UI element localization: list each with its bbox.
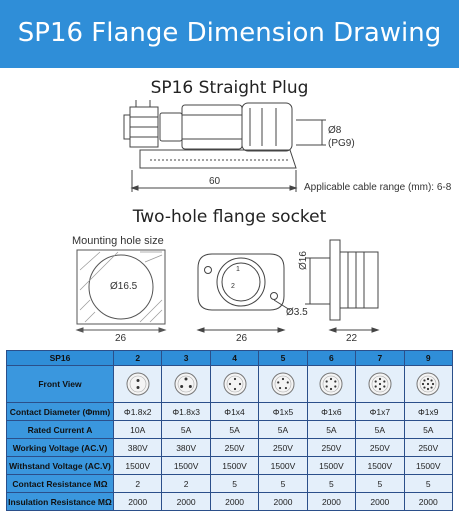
hole-small-label: Ø3.5: [286, 307, 308, 318]
flange-width-label: 26: [236, 333, 248, 344]
row-label: Contact Diameter (Φmm): [7, 403, 114, 421]
table-cell: 380V: [162, 439, 210, 457]
pin-count-header: 4: [210, 351, 258, 366]
pin-count-header: 5: [259, 351, 307, 366]
table-row: [7, 439, 453, 457]
table-cell: 5A: [259, 421, 307, 439]
table-cell: 5A: [356, 421, 404, 439]
pin-layout-icon: [259, 366, 307, 403]
pin-1-label: 1: [236, 266, 240, 273]
table-cell: 1500V: [114, 457, 162, 475]
row-label: Front View: [7, 366, 114, 403]
table-cell: Φ1x5: [259, 403, 307, 421]
pin-2-label: 2: [231, 283, 235, 290]
table-row: [7, 493, 453, 511]
plug-title: SP16 Straight Plug: [150, 78, 309, 98]
table-cell: 5: [404, 475, 452, 493]
flange-front-drawing: [198, 254, 290, 332]
table-cell: 250V: [259, 439, 307, 457]
pin-layout-icon: [307, 366, 355, 403]
pin-count-header: 7: [356, 351, 404, 366]
connector-face-icon: [367, 371, 393, 397]
table-cell: 2000: [307, 493, 355, 511]
plug-dia-label: Ø8: [328, 125, 342, 136]
connector-face-icon: [125, 371, 151, 397]
table-row: [7, 403, 453, 421]
pin-layout-icon: [162, 366, 210, 403]
table-cell: 2000: [404, 493, 452, 511]
table-cell: 2: [114, 475, 162, 493]
table-cell: 1500V: [162, 457, 210, 475]
table-cell: Φ1x6: [307, 403, 355, 421]
table-cell: 5: [356, 475, 404, 493]
table-cell: 5: [210, 475, 258, 493]
mount-width-label: 26: [115, 333, 127, 344]
row-label: Rated Current A: [7, 421, 114, 439]
table-cell: Φ1x9: [404, 403, 452, 421]
pin-count-header: 6: [307, 351, 355, 366]
side-dia-label: Ø16: [298, 251, 309, 270]
table-cell: 250V: [307, 439, 355, 457]
table-cell: Φ1.8x2: [114, 403, 162, 421]
pin-count-header: 2: [114, 351, 162, 366]
table-cell: 2000: [114, 493, 162, 511]
pin-layout-icon: [356, 366, 404, 403]
mounting-hole-label: Mounting hole size: [72, 235, 164, 247]
table-cell: 5A: [307, 421, 355, 439]
row-label: Contact Resistance MΩ: [7, 475, 114, 493]
table-header-row: [7, 351, 453, 366]
page-title: SP16 Flange Dimension Drawing: [17, 18, 442, 48]
table-cell: 5: [307, 475, 355, 493]
table-row: [7, 457, 453, 475]
spec-table: [6, 350, 453, 511]
table-cell: Φ1.8x3: [162, 403, 210, 421]
connector-face-icon: [270, 371, 296, 397]
table-cell: 5: [259, 475, 307, 493]
flange-side-drawing: [305, 240, 378, 332]
table-cell: Φ1x4: [210, 403, 258, 421]
table-row: [7, 475, 453, 493]
table-cell: 380V: [114, 439, 162, 457]
connector-face-icon: [415, 371, 441, 397]
table-cell: 1500V: [356, 457, 404, 475]
row-label: Withstand Voltage (AC.V): [7, 457, 114, 475]
table-cell: 2: [162, 475, 210, 493]
connector-face-icon: [173, 371, 199, 397]
table-cell: 2000: [356, 493, 404, 511]
table-cell: 10A: [114, 421, 162, 439]
connector-face-icon: [318, 371, 344, 397]
table-cell: 1500V: [210, 457, 258, 475]
straight-plug-drawing: [124, 100, 326, 192]
pin-layout-icon: [404, 366, 452, 403]
table-row: [7, 421, 453, 439]
table-cell: 5A: [162, 421, 210, 439]
table-header-label: SP16: [7, 351, 114, 366]
table-cell: 2000: [162, 493, 210, 511]
table-cell: 2000: [210, 493, 258, 511]
pin-count-header: 9: [404, 351, 452, 366]
table-cell: 1500V: [307, 457, 355, 475]
table-cell: 5A: [210, 421, 258, 439]
table-cell: 250V: [210, 439, 258, 457]
plug-pg-label: (PG9): [328, 138, 355, 149]
cable-range-label: Applicable cable range (mm): 6-8: [304, 182, 452, 193]
table-cell: 5A: [404, 421, 452, 439]
pin-layout-icon: [210, 366, 258, 403]
table-cell: 250V: [356, 439, 404, 457]
table-cell: 1500V: [404, 457, 452, 475]
side-length-label: 22: [346, 333, 358, 344]
table-row: [7, 366, 453, 403]
row-label: Insulation Resistance MΩ: [7, 493, 114, 511]
pin-count-header: 3: [162, 351, 210, 366]
socket-title: Two-hole flange socket: [132, 207, 327, 227]
connector-face-icon: [222, 371, 248, 397]
table-cell: 250V: [404, 439, 452, 457]
table-cell: 2000: [259, 493, 307, 511]
pin-layout-icon: [114, 366, 162, 403]
table-cell: 1500V: [259, 457, 307, 475]
row-label: Working Voltage (AC.V): [7, 439, 114, 457]
hole-dia-label: Ø16.5: [110, 281, 138, 292]
table-cell: Φ1x7: [356, 403, 404, 421]
plug-length-label: 60: [209, 176, 221, 187]
